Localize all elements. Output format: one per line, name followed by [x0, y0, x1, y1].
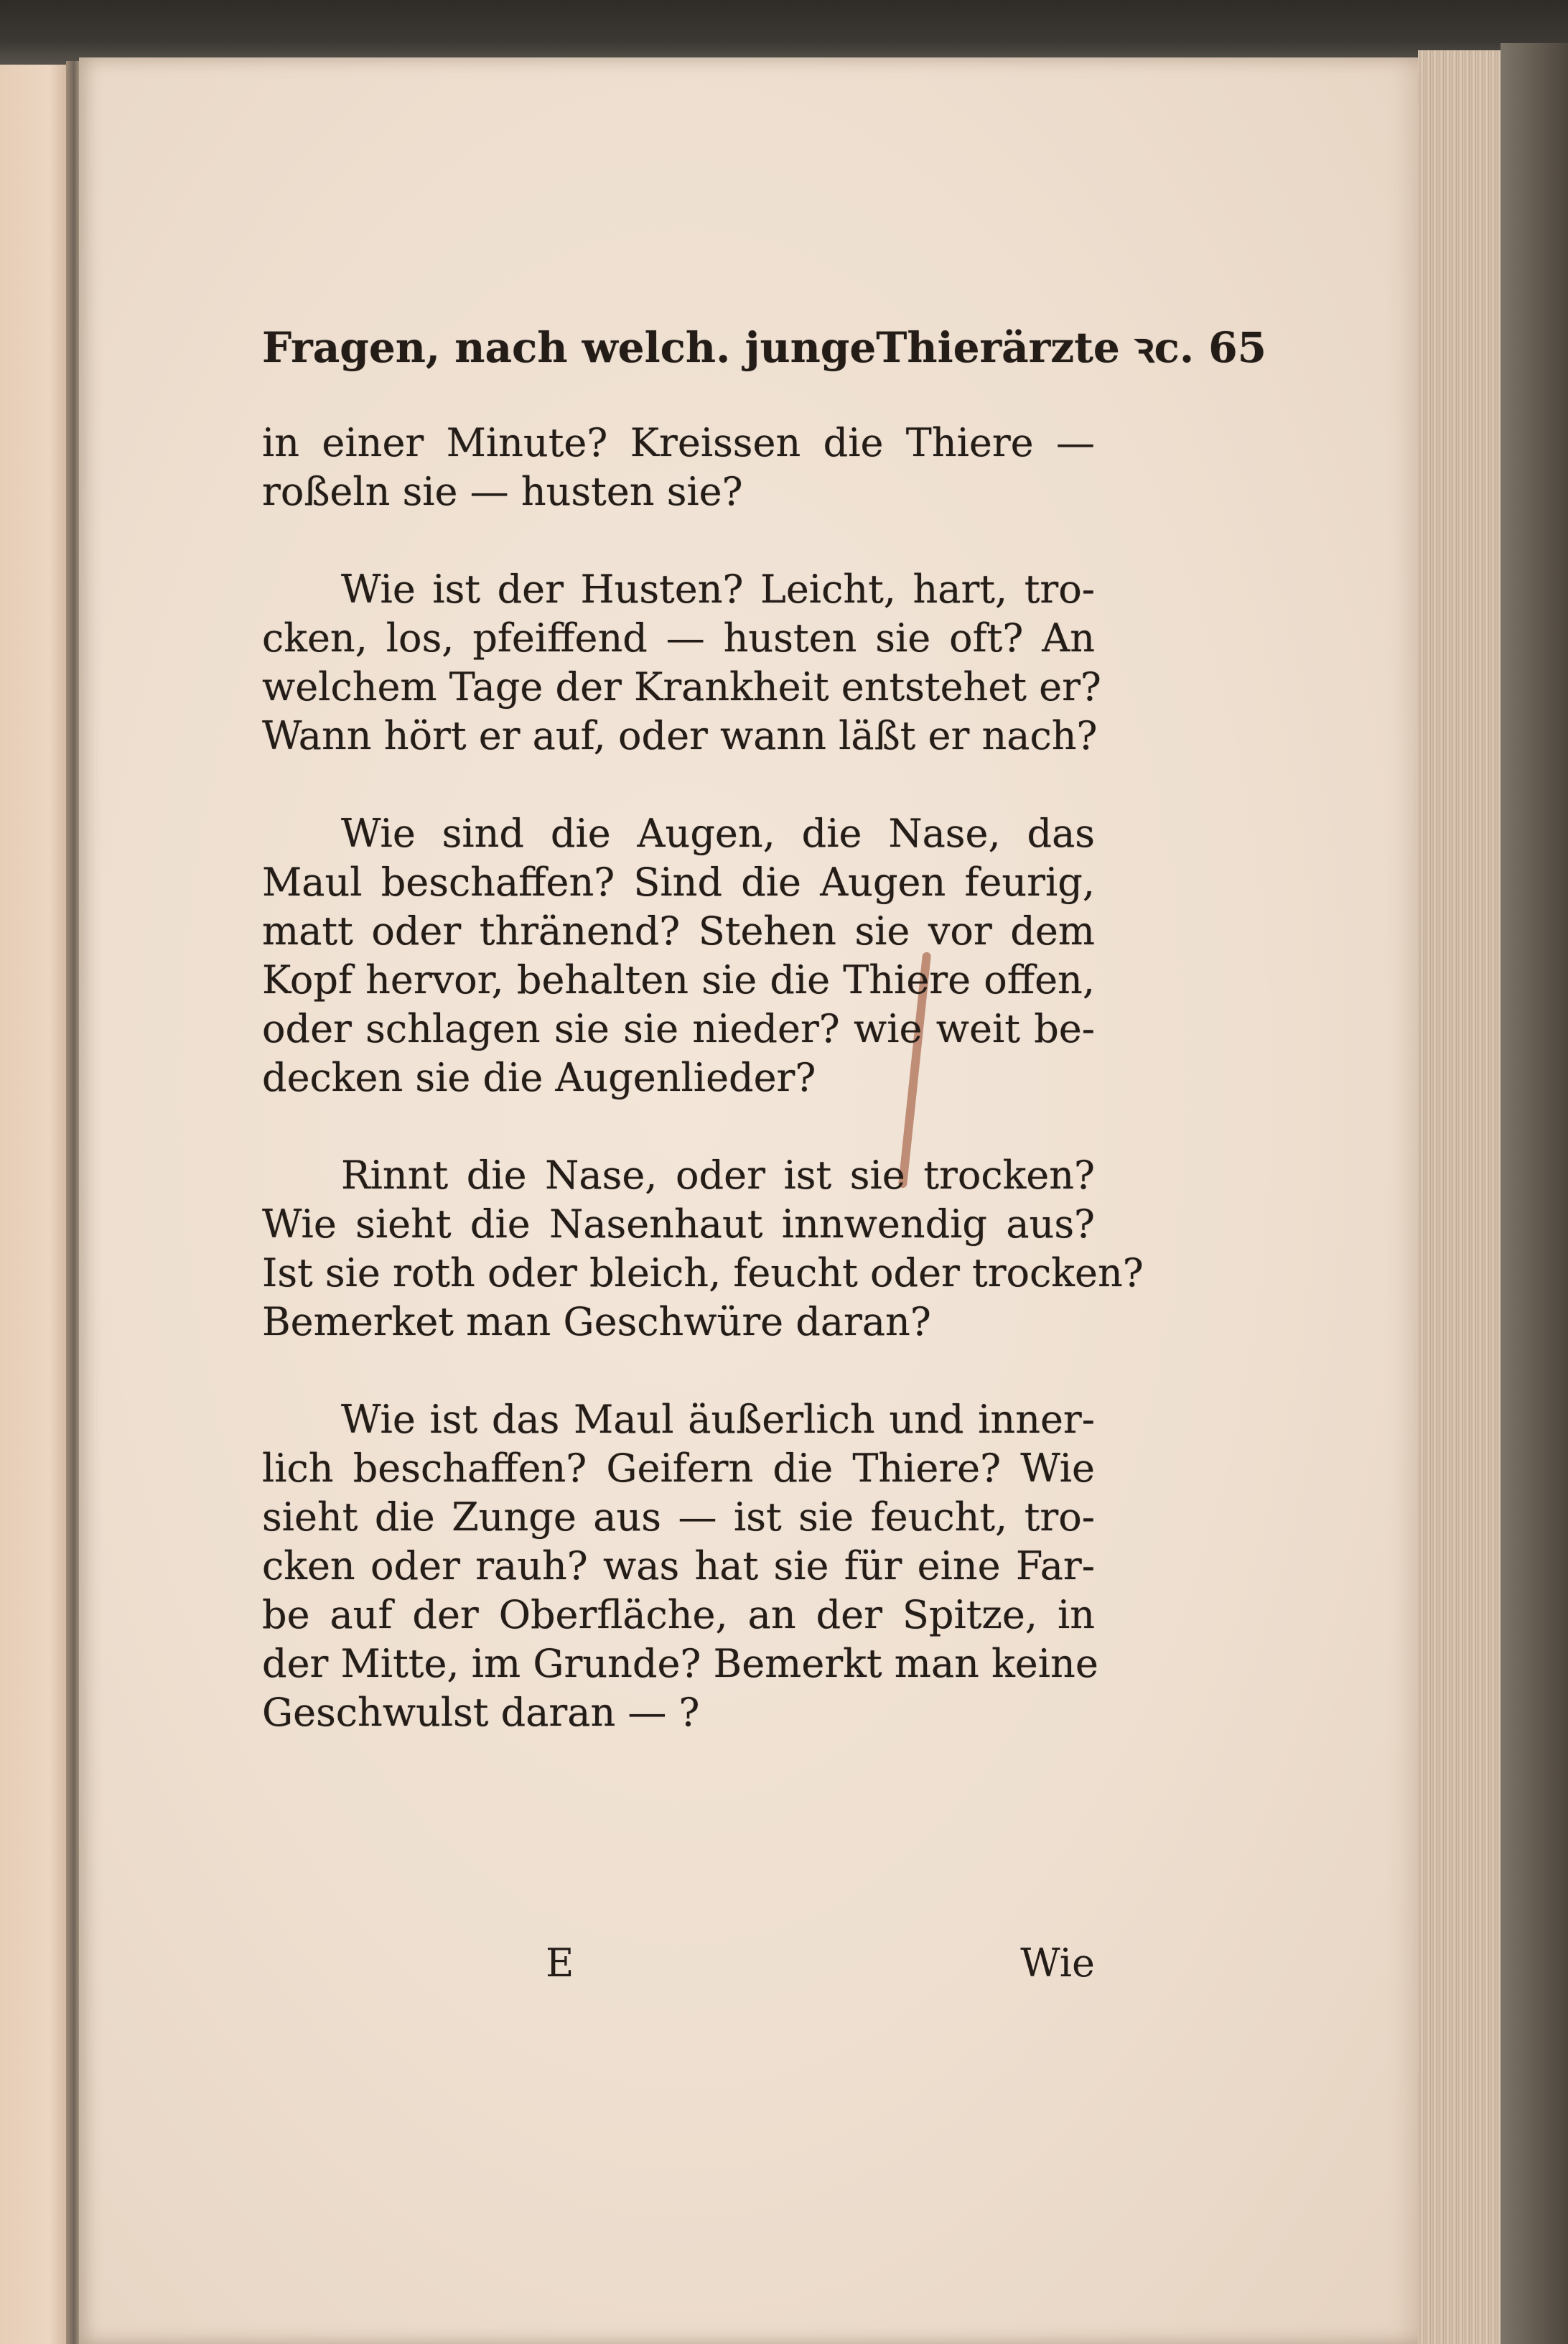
running-head: Fragen, nach welch. jungeThierärzte ꝛc. 65 — [262, 323, 1266, 372]
text-line: be auf der Oberfläche, an der Spitze, in — [262, 1592, 1095, 1637]
text-line: Ist sie roth oder bleich, feucht oder trocken? — [262, 1250, 1144, 1296]
book-cover-edge — [1501, 43, 1568, 2344]
text-line: sieht die Zunge aus — ist sie feucht, tro- — [262, 1494, 1095, 1540]
text-line: Kopf hervor, behalten sie die Thiere offen, — [262, 957, 1095, 1003]
text-line: Maul beschaffen? Sind die Augen feurig, — [262, 860, 1095, 905]
signature-mark: E — [546, 1940, 574, 1986]
text-line: Bemerket man Geschwüre daran? — [262, 1299, 931, 1344]
page-edges — [1418, 50, 1504, 2344]
text-line: lich beschaffen? Geifern die Thiere? Wie — [262, 1446, 1095, 1491]
text-line: oder schlagen sie sie nieder? wie weit be- — [262, 1006, 1095, 1051]
catchword: Wie — [1020, 1940, 1095, 1986]
text-line: Wie ist das Maul äußerlich und inner- — [341, 1397, 1095, 1442]
text-line: in einer Minute? Kreissen die Thiere — — [262, 420, 1095, 465]
text-line: cken oder rauh? was hat sie für eine Far- — [262, 1543, 1095, 1589]
paragraph-4 — [262, 1151, 1144, 1347]
paragraph-2 — [262, 565, 1101, 761]
previous-page-edge — [0, 65, 70, 2344]
text-line: Rinnt die Nase, oder ist sie trocken? — [341, 1153, 1095, 1198]
text-line: decken sie die Augenlieder? — [262, 1055, 816, 1100]
paragraph-1 — [262, 419, 1095, 516]
text-line: roßeln sie — husten sie? — [262, 469, 743, 514]
text-line: Wie sieht die Nasenhaut innwendig aus? — [262, 1201, 1095, 1247]
paragraph-5 — [262, 1395, 1098, 1737]
text-line: Geschwulst daran — ? — [262, 1690, 700, 1735]
text-line: cken, los, pfeiffend — husten sie oft? An — [262, 615, 1095, 661]
text-line: Wann hört er auf, oder wann läßt er nach? — [262, 713, 1098, 758]
text-line: welchem Tage der Krankheit entstehet er? — [262, 664, 1101, 710]
text-line: Wie sind die Augen, die Nase, das — [341, 811, 1095, 856]
text-line: matt oder thränend? Stehen sie vor dem — [262, 908, 1095, 954]
text-line: der Mitte, im Grunde? Bemerkt man keine — [262, 1641, 1098, 1686]
paragraph-3 — [262, 809, 1095, 1102]
page-text — [262, 323, 1266, 1786]
text-line: Wie ist der Husten? Leicht, hart, tro- — [341, 567, 1095, 612]
